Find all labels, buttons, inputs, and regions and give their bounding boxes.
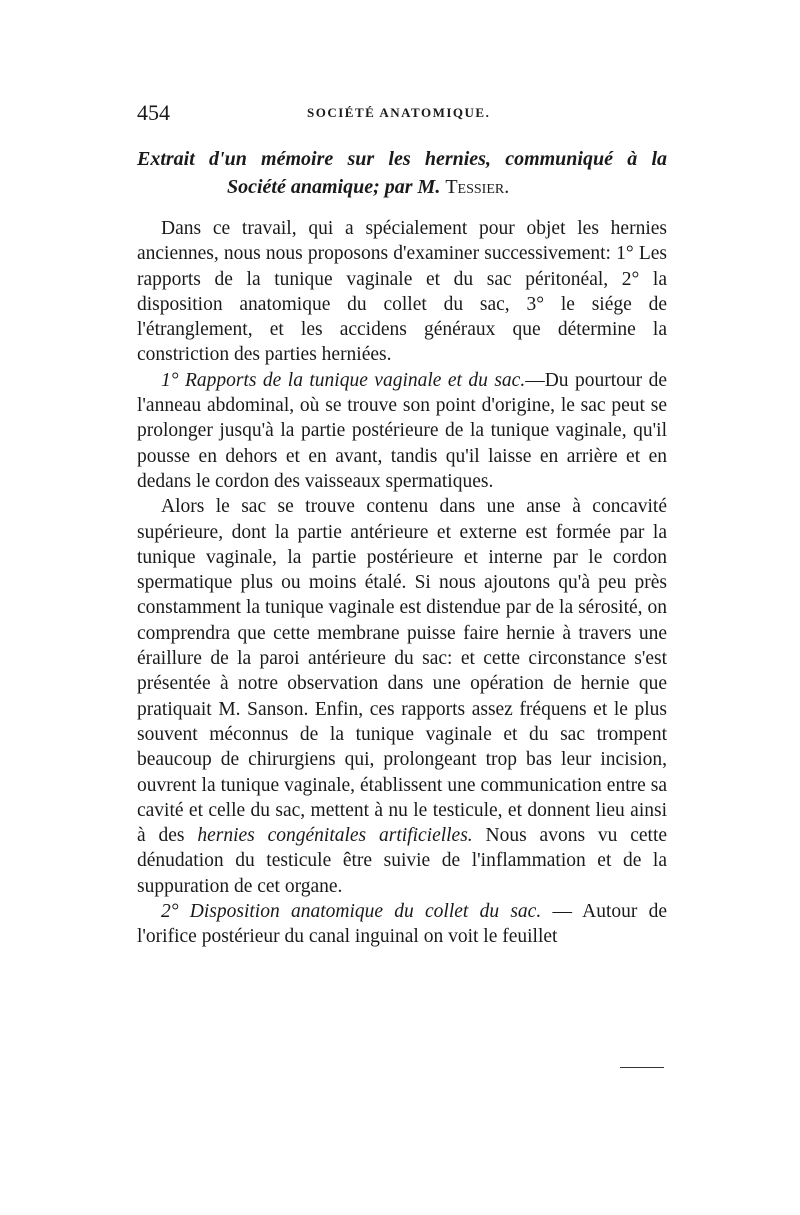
paragraph-3-text-b: Nous avons vu cette dénudation du testicule être suivie de l'inflammation et de la suppuration de cet organe.	[137, 825, 668, 897]
paragraph-3-italic: hernies congénitales artificielles.	[197, 825, 473, 847]
paragraph-4	[137, 899, 667, 950]
paragraph-2	[137, 368, 667, 494]
paragraph-4-text: — Autour de l'orifice postérieur du canal inguinal on voit le feuillet	[137, 901, 668, 948]
paragraph-2-heading: 1° Rapports de la tunique vaginale et du sac.	[161, 369, 526, 391]
running-head	[137, 100, 667, 126]
article-title-line-2	[137, 173, 667, 201]
body-text	[137, 216, 667, 950]
catchword-rule	[620, 1067, 664, 1070]
paragraph-4-heading: 2° Disposition anatomique du collet du sac.	[161, 901, 542, 923]
article-title-line-1: Extrait d'un mémoire sur les hernies, communiqué à la	[137, 148, 667, 170]
paragraph-3-text-a: Alors le sac se trouve contenu dans une anse à concavité supérieure, dont la partie antérieure et externe est formée par la tunique vaginale, la partie postérieure et interne par le cordon spermatique plus ou moins étalé. Si nous ajoutons qu'à peu près constamment la tunique vaginale est distendue par de la sérosité, on comprendra que cette membrane puisse faire hernie à travers une éraillure de la paroi antérieure du sac: et cette circonstance s'est présentée à notre observation dans une opération de hernie que pratiquait M. Sanson. Enfin, ces rapports assez fréquens et le plus souvent méconnus de la tunique vaginale et du sac trompent beaucoup de chirurgiens qui, prolongeant trop bas leur incision, ouvrent la tunique vaginale, établissent une communication entre sa cavité et celle du sac, mettent à nu le testicule, et donnent lieu ainsi à des	[137, 496, 667, 847]
author-name: Tessier.	[445, 176, 510, 198]
page-number: 454	[137, 100, 170, 125]
article-title-line-2-text: Société anamique; par M.	[227, 176, 446, 198]
paragraph-1: Dans ce travail, qui a spécialement pour objet les hernies anciennes, nous nous proposons d'examiner successivement: 1° Les rapports de la tunique vaginale et du sac péritonéal, 2° la disposition anatomique du collet du sac, 3° le siége de l'étranglement, et les accidens généraux que détermine la constriction des parties herniées.	[137, 218, 667, 366]
running-title: SOCIÉTÉ ANATOMIQUE.	[307, 105, 491, 120]
paragraph-3	[137, 494, 667, 899]
paragraph-2-text: —Du pourtour de l'anneau abdominal, où se trouve son point d'origine, le sac peut se prolonger jusqu'à la partie postérieure de la tunique vaginale, qu'il pousse en dehors et en avant, tandis qu'il laisse en arrière et en dedans le cordon des vaisseaux spermatiques.	[137, 369, 667, 492]
article-title	[137, 145, 667, 201]
